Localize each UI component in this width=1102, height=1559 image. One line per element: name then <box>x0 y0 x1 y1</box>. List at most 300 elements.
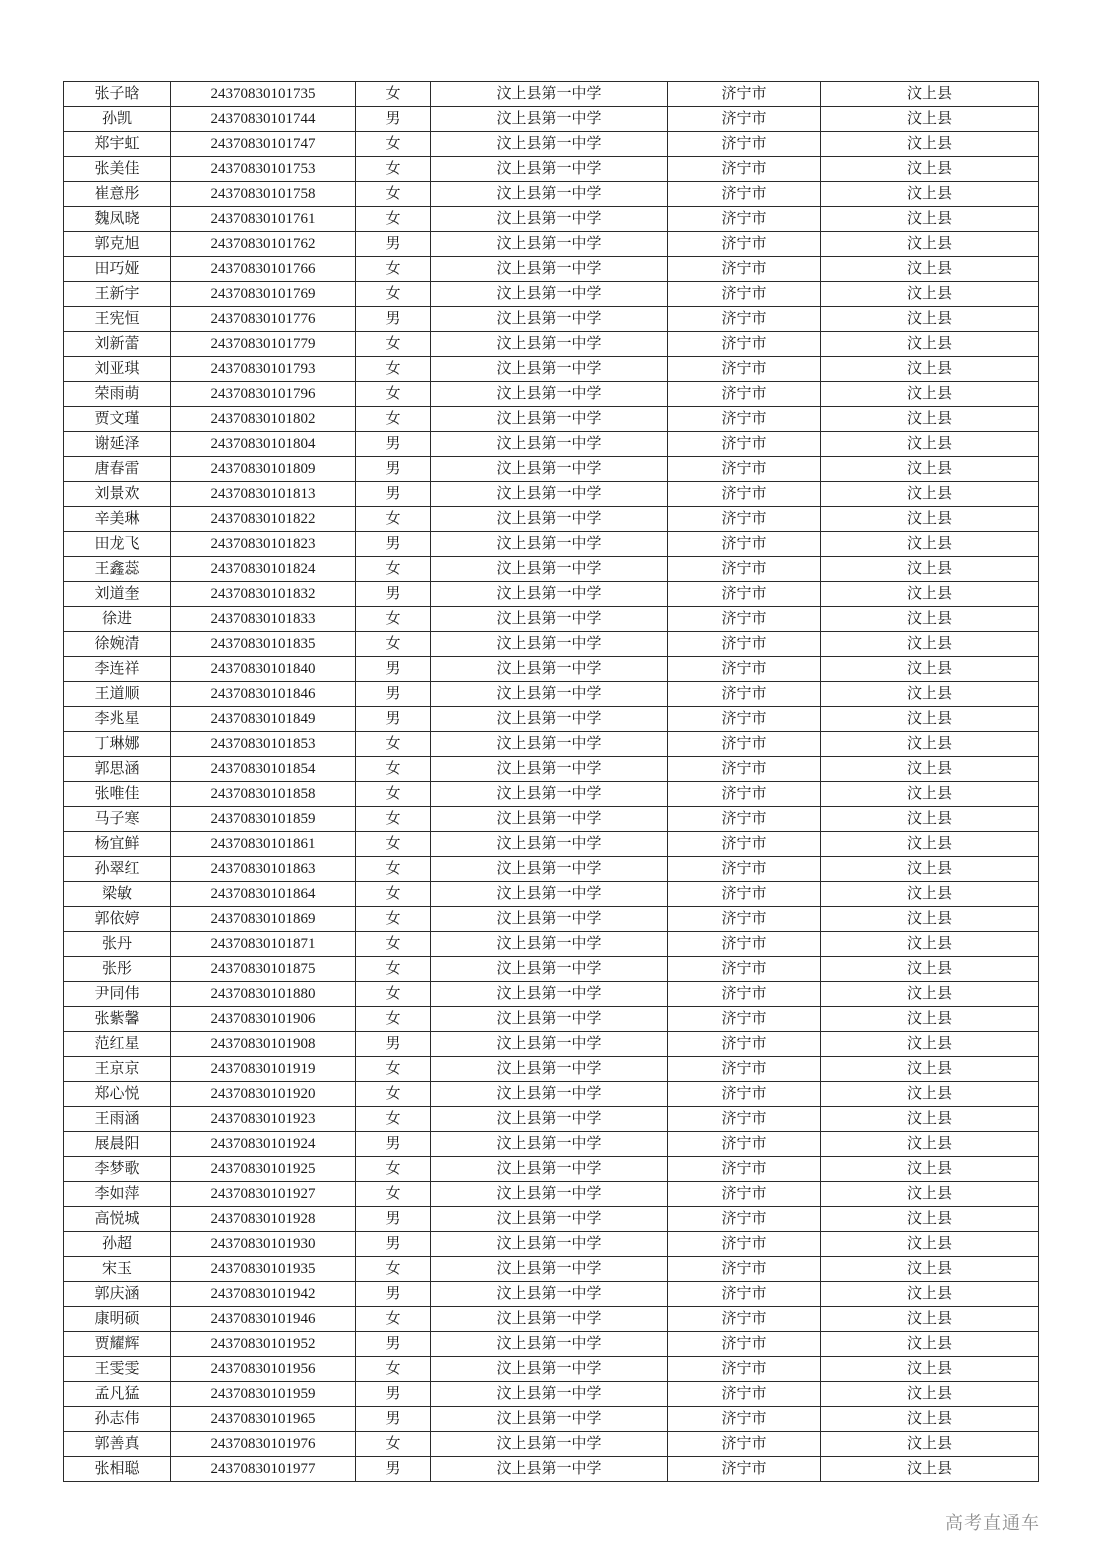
cell-county: 汶上县 <box>821 707 1039 732</box>
table-row <box>64 1057 1039 1082</box>
table-row <box>64 432 1039 457</box>
cell-school: 汶上县第一中学 <box>431 132 668 157</box>
cell-gender: 女 <box>356 332 431 357</box>
cell-county: 汶上县 <box>821 1282 1039 1307</box>
cell-school: 汶上县第一中学 <box>431 582 668 607</box>
cell-county: 汶上县 <box>821 582 1039 607</box>
cell-id: 24370830101864 <box>171 882 356 907</box>
cell-school: 汶上县第一中学 <box>431 357 668 382</box>
cell-id: 24370830101871 <box>171 932 356 957</box>
cell-city: 济宁市 <box>668 1332 821 1357</box>
cell-county: 汶上县 <box>821 657 1039 682</box>
cell-school: 汶上县第一中学 <box>431 1407 668 1432</box>
cell-gender: 女 <box>356 1257 431 1282</box>
cell-name: 李兆星 <box>64 707 171 732</box>
cell-city: 济宁市 <box>668 257 821 282</box>
cell-id: 24370830101809 <box>171 457 356 482</box>
cell-county: 汶上县 <box>821 1407 1039 1432</box>
cell-gender: 女 <box>356 382 431 407</box>
cell-county: 汶上县 <box>821 1207 1039 1232</box>
cell-id: 24370830101854 <box>171 757 356 782</box>
cell-name: 王宪恒 <box>64 307 171 332</box>
cell-school: 汶上县第一中学 <box>431 1057 668 1082</box>
cell-id: 24370830101761 <box>171 207 356 232</box>
cell-county: 汶上县 <box>821 1357 1039 1382</box>
cell-name: 张唯佳 <box>64 782 171 807</box>
cell-id: 24370830101824 <box>171 557 356 582</box>
table-row <box>64 882 1039 907</box>
cell-county: 汶上县 <box>821 1132 1039 1157</box>
cell-school: 汶上县第一中学 <box>431 1457 668 1482</box>
cell-county: 汶上县 <box>821 782 1039 807</box>
cell-gender: 女 <box>356 357 431 382</box>
cell-gender: 男 <box>356 432 431 457</box>
cell-gender: 女 <box>356 407 431 432</box>
table-row <box>64 1132 1039 1157</box>
cell-school: 汶上县第一中学 <box>431 1082 668 1107</box>
cell-city: 济宁市 <box>668 807 821 832</box>
cell-city: 济宁市 <box>668 1182 821 1207</box>
cell-name: 魏凤晓 <box>64 207 171 232</box>
table-row <box>64 582 1039 607</box>
cell-id: 24370830101833 <box>171 607 356 632</box>
table-row <box>64 1032 1039 1057</box>
cell-gender: 男 <box>356 457 431 482</box>
cell-county: 汶上县 <box>821 1007 1039 1032</box>
table-row <box>64 757 1039 782</box>
cell-id: 24370830101935 <box>171 1257 356 1282</box>
cell-county: 汶上县 <box>821 1257 1039 1282</box>
cell-gender: 女 <box>356 1357 431 1382</box>
cell-name: 张丹 <box>64 932 171 957</box>
table-row <box>64 807 1039 832</box>
cell-name: 王雯雯 <box>64 1357 171 1382</box>
cell-id: 24370830101846 <box>171 682 356 707</box>
cell-city: 济宁市 <box>668 532 821 557</box>
cell-county: 汶上县 <box>821 632 1039 657</box>
cell-city: 济宁市 <box>668 582 821 607</box>
cell-county: 汶上县 <box>821 982 1039 1007</box>
cell-name: 贾文瑾 <box>64 407 171 432</box>
cell-gender: 男 <box>356 1457 431 1482</box>
cell-county: 汶上县 <box>821 232 1039 257</box>
cell-name: 荣雨萌 <box>64 382 171 407</box>
cell-city: 济宁市 <box>668 207 821 232</box>
cell-name: 高悦城 <box>64 1207 171 1232</box>
cell-id: 24370830101804 <box>171 432 356 457</box>
cell-county: 汶上县 <box>821 557 1039 582</box>
cell-gender: 男 <box>356 582 431 607</box>
student-table <box>63 81 1039 1482</box>
cell-city: 济宁市 <box>668 1382 821 1407</box>
table-row <box>64 482 1039 507</box>
cell-name: 崔意彤 <box>64 182 171 207</box>
cell-id: 24370830101959 <box>171 1382 356 1407</box>
table-row <box>64 1182 1039 1207</box>
cell-name: 范红星 <box>64 1032 171 1057</box>
cell-city: 济宁市 <box>668 282 821 307</box>
cell-school: 汶上县第一中学 <box>431 607 668 632</box>
cell-school: 汶上县第一中学 <box>431 932 668 957</box>
cell-county: 汶上县 <box>821 807 1039 832</box>
table-row <box>64 857 1039 882</box>
cell-gender: 女 <box>356 932 431 957</box>
cell-city: 济宁市 <box>668 1207 821 1232</box>
cell-gender: 男 <box>356 482 431 507</box>
cell-school: 汶上县第一中学 <box>431 707 668 732</box>
cell-city: 济宁市 <box>668 382 821 407</box>
table-row <box>64 932 1039 957</box>
table-row <box>64 407 1039 432</box>
cell-school: 汶上县第一中学 <box>431 407 668 432</box>
cell-county: 汶上县 <box>821 857 1039 882</box>
cell-city: 济宁市 <box>668 457 821 482</box>
cell-id: 24370830101758 <box>171 182 356 207</box>
cell-gender: 男 <box>356 107 431 132</box>
cell-county: 汶上县 <box>821 907 1039 932</box>
cell-name: 李如萍 <box>64 1182 171 1207</box>
cell-school: 汶上县第一中学 <box>431 1157 668 1182</box>
cell-school: 汶上县第一中学 <box>431 382 668 407</box>
cell-county: 汶上县 <box>821 332 1039 357</box>
cell-school: 汶上县第一中学 <box>431 1357 668 1382</box>
cell-school: 汶上县第一中学 <box>431 107 668 132</box>
cell-county: 汶上县 <box>821 432 1039 457</box>
cell-name: 王鑫蕊 <box>64 557 171 582</box>
cell-county: 汶上县 <box>821 1107 1039 1132</box>
table-row <box>64 82 1039 107</box>
cell-school: 汶上县第一中学 <box>431 632 668 657</box>
cell-gender: 男 <box>356 1132 431 1157</box>
cell-id: 24370830101858 <box>171 782 356 807</box>
cell-name: 郭思涵 <box>64 757 171 782</box>
cell-gender: 女 <box>356 732 431 757</box>
cell-id: 24370830101849 <box>171 707 356 732</box>
cell-name: 徐进 <box>64 607 171 632</box>
cell-city: 济宁市 <box>668 1032 821 1057</box>
cell-id: 24370830101735 <box>171 82 356 107</box>
cell-id: 24370830101927 <box>171 1182 356 1207</box>
cell-name: 李梦歌 <box>64 1157 171 1182</box>
cell-city: 济宁市 <box>668 1257 821 1282</box>
cell-name: 梁敏 <box>64 882 171 907</box>
cell-gender: 女 <box>356 857 431 882</box>
cell-school: 汶上县第一中学 <box>431 782 668 807</box>
cell-name: 郑心悦 <box>64 1082 171 1107</box>
table-row <box>64 782 1039 807</box>
table-row <box>64 1082 1039 1107</box>
cell-city: 济宁市 <box>668 832 821 857</box>
cell-school: 汶上县第一中学 <box>431 257 668 282</box>
cell-city: 济宁市 <box>668 1007 821 1032</box>
cell-name: 王道顺 <box>64 682 171 707</box>
cell-name: 王京京 <box>64 1057 171 1082</box>
cell-county: 汶上县 <box>821 1082 1039 1107</box>
cell-county: 汶上县 <box>821 1382 1039 1407</box>
table-row <box>64 557 1039 582</box>
cell-county: 汶上县 <box>821 1057 1039 1082</box>
cell-school: 汶上县第一中学 <box>431 1182 668 1207</box>
cell-school: 汶上县第一中学 <box>431 157 668 182</box>
cell-id: 24370830101769 <box>171 282 356 307</box>
cell-id: 24370830101796 <box>171 382 356 407</box>
cell-gender: 女 <box>356 1107 431 1132</box>
cell-city: 济宁市 <box>668 557 821 582</box>
cell-name: 王新宇 <box>64 282 171 307</box>
cell-county: 汶上县 <box>821 682 1039 707</box>
cell-name: 康明硕 <box>64 1307 171 1332</box>
cell-name: 郭依婷 <box>64 907 171 932</box>
cell-id: 24370830101906 <box>171 1007 356 1032</box>
cell-city: 济宁市 <box>668 332 821 357</box>
cell-name: 杨宜鲜 <box>64 832 171 857</box>
cell-gender: 女 <box>356 207 431 232</box>
cell-city: 济宁市 <box>668 1432 821 1457</box>
cell-city: 济宁市 <box>668 1082 821 1107</box>
table-row <box>64 207 1039 232</box>
table-row <box>64 707 1039 732</box>
table-row <box>64 357 1039 382</box>
cell-id: 24370830101965 <box>171 1407 356 1432</box>
cell-id: 24370830101793 <box>171 357 356 382</box>
cell-school: 汶上县第一中学 <box>431 332 668 357</box>
cell-gender: 女 <box>356 1082 431 1107</box>
watermark-text: 高考直通车 <box>945 1513 1040 1533</box>
cell-gender: 女 <box>356 957 431 982</box>
cell-name: 徐婉清 <box>64 632 171 657</box>
cell-city: 济宁市 <box>668 232 821 257</box>
cell-city: 济宁市 <box>668 132 821 157</box>
cell-id: 24370830101832 <box>171 582 356 607</box>
cell-name: 刘新蕾 <box>64 332 171 357</box>
cell-school: 汶上县第一中学 <box>431 182 668 207</box>
cell-id: 24370830101923 <box>171 1107 356 1132</box>
cell-name: 李连祥 <box>64 657 171 682</box>
cell-name: 刘亚琪 <box>64 357 171 382</box>
cell-city: 济宁市 <box>668 782 821 807</box>
cell-county: 汶上县 <box>821 482 1039 507</box>
cell-city: 济宁市 <box>668 882 821 907</box>
cell-city: 济宁市 <box>668 1132 821 1157</box>
cell-city: 济宁市 <box>668 757 821 782</box>
cell-city: 济宁市 <box>668 1107 821 1132</box>
cell-county: 汶上县 <box>821 882 1039 907</box>
cell-gender: 女 <box>356 1432 431 1457</box>
cell-gender: 女 <box>356 757 431 782</box>
table-row <box>64 732 1039 757</box>
cell-name: 张子晗 <box>64 82 171 107</box>
cell-county: 汶上县 <box>821 282 1039 307</box>
cell-id: 24370830101776 <box>171 307 356 332</box>
cell-county: 汶上县 <box>821 257 1039 282</box>
cell-school: 汶上县第一中学 <box>431 1282 668 1307</box>
cell-county: 汶上县 <box>821 107 1039 132</box>
table-row <box>64 132 1039 157</box>
cell-id: 24370830101942 <box>171 1282 356 1307</box>
cell-name: 谢延泽 <box>64 432 171 457</box>
cell-school: 汶上县第一中学 <box>431 682 668 707</box>
cell-gender: 女 <box>356 282 431 307</box>
cell-school: 汶上县第一中学 <box>431 532 668 557</box>
cell-school: 汶上县第一中学 <box>431 1107 668 1132</box>
cell-id: 24370830101744 <box>171 107 356 132</box>
cell-gender: 女 <box>356 907 431 932</box>
table-row <box>64 282 1039 307</box>
cell-name: 展晨阳 <box>64 1132 171 1157</box>
cell-id: 24370830101976 <box>171 1432 356 1457</box>
cell-county: 汶上县 <box>821 407 1039 432</box>
cell-gender: 女 <box>356 982 431 1007</box>
table-row <box>64 307 1039 332</box>
cell-name: 田巧娅 <box>64 257 171 282</box>
table-row <box>64 1007 1039 1032</box>
cell-city: 济宁市 <box>668 482 821 507</box>
cell-school: 汶上县第一中学 <box>431 1307 668 1332</box>
cell-school: 汶上县第一中学 <box>431 757 668 782</box>
cell-school: 汶上县第一中学 <box>431 1432 668 1457</box>
cell-school: 汶上县第一中学 <box>431 457 668 482</box>
cell-school: 汶上县第一中学 <box>431 282 668 307</box>
cell-gender: 女 <box>356 507 431 532</box>
cell-school: 汶上县第一中学 <box>431 1257 668 1282</box>
cell-school: 汶上县第一中学 <box>431 1132 668 1157</box>
table-row <box>64 1282 1039 1307</box>
cell-county: 汶上县 <box>821 1432 1039 1457</box>
cell-city: 济宁市 <box>668 607 821 632</box>
cell-gender: 男 <box>356 1032 431 1057</box>
cell-gender: 女 <box>356 557 431 582</box>
cell-name: 郭庆涵 <box>64 1282 171 1307</box>
cell-gender: 男 <box>356 1382 431 1407</box>
table-row <box>64 907 1039 932</box>
cell-gender: 男 <box>356 1332 431 1357</box>
cell-city: 济宁市 <box>668 307 821 332</box>
cell-county: 汶上县 <box>821 507 1039 532</box>
cell-gender: 女 <box>356 257 431 282</box>
cell-name: 张紫馨 <box>64 1007 171 1032</box>
cell-city: 济宁市 <box>668 932 821 957</box>
cell-name: 丁琳娜 <box>64 732 171 757</box>
cell-id: 24370830101863 <box>171 857 356 882</box>
cell-city: 济宁市 <box>668 407 821 432</box>
cell-gender: 女 <box>356 807 431 832</box>
cell-gender: 女 <box>356 1007 431 1032</box>
cell-id: 24370830101779 <box>171 332 356 357</box>
cell-gender: 女 <box>356 782 431 807</box>
table-row <box>64 1257 1039 1282</box>
table-row <box>64 1307 1039 1332</box>
cell-county: 汶上县 <box>821 457 1039 482</box>
cell-id: 24370830101924 <box>171 1132 356 1157</box>
cell-id: 24370830101802 <box>171 407 356 432</box>
table-row <box>64 1157 1039 1182</box>
cell-city: 济宁市 <box>668 107 821 132</box>
cell-gender: 女 <box>356 157 431 182</box>
cell-county: 汶上县 <box>821 207 1039 232</box>
cell-id: 24370830101840 <box>171 657 356 682</box>
cell-gender: 女 <box>356 607 431 632</box>
cell-id: 24370830101875 <box>171 957 356 982</box>
cell-name: 郑宇虹 <box>64 132 171 157</box>
cell-id: 24370830101861 <box>171 832 356 857</box>
cell-city: 济宁市 <box>668 982 821 1007</box>
cell-city: 济宁市 <box>668 357 821 382</box>
cell-gender: 男 <box>356 1407 431 1432</box>
table-row <box>64 832 1039 857</box>
cell-county: 汶上县 <box>821 357 1039 382</box>
cell-name: 田龙飞 <box>64 532 171 557</box>
table-row <box>64 507 1039 532</box>
cell-gender: 男 <box>356 232 431 257</box>
cell-gender: 女 <box>356 1307 431 1332</box>
cell-id: 24370830101823 <box>171 532 356 557</box>
cell-gender: 男 <box>356 532 431 557</box>
table-row <box>64 957 1039 982</box>
cell-id: 24370830101859 <box>171 807 356 832</box>
cell-id: 24370830101766 <box>171 257 356 282</box>
cell-id: 24370830101928 <box>171 1207 356 1232</box>
cell-city: 济宁市 <box>668 907 821 932</box>
table-row <box>64 982 1039 1007</box>
table-row <box>64 1207 1039 1232</box>
cell-id: 24370830101880 <box>171 982 356 1007</box>
table-row <box>64 1382 1039 1407</box>
table-row <box>64 657 1039 682</box>
cell-name: 宋玉 <box>64 1257 171 1282</box>
cell-gender: 女 <box>356 132 431 157</box>
cell-city: 济宁市 <box>668 1282 821 1307</box>
cell-school: 汶上县第一中学 <box>431 1382 668 1407</box>
cell-school: 汶上县第一中学 <box>431 1207 668 1232</box>
cell-county: 汶上县 <box>821 1307 1039 1332</box>
cell-id: 24370830101753 <box>171 157 356 182</box>
table-row <box>64 1432 1039 1457</box>
cell-name: 孙翠红 <box>64 857 171 882</box>
cell-gender: 女 <box>356 632 431 657</box>
cell-city: 济宁市 <box>668 632 821 657</box>
cell-name: 唐春雷 <box>64 457 171 482</box>
cell-city: 济宁市 <box>668 707 821 732</box>
cell-name: 马子寒 <box>64 807 171 832</box>
cell-gender: 男 <box>356 307 431 332</box>
cell-school: 汶上县第一中学 <box>431 957 668 982</box>
cell-id: 24370830101853 <box>171 732 356 757</box>
cell-school: 汶上县第一中学 <box>431 207 668 232</box>
cell-county: 汶上县 <box>821 307 1039 332</box>
cell-name: 郭善真 <box>64 1432 171 1457</box>
cell-school: 汶上县第一中学 <box>431 1007 668 1032</box>
cell-name: 张美佳 <box>64 157 171 182</box>
cell-school: 汶上县第一中学 <box>431 482 668 507</box>
cell-id: 24370830101930 <box>171 1232 356 1257</box>
table-row <box>64 1107 1039 1132</box>
cell-city: 济宁市 <box>668 182 821 207</box>
cell-school: 汶上县第一中学 <box>431 807 668 832</box>
cell-name: 刘道奎 <box>64 582 171 607</box>
cell-id: 24370830101920 <box>171 1082 356 1107</box>
cell-city: 济宁市 <box>668 1357 821 1382</box>
cell-name: 郭克旭 <box>64 232 171 257</box>
cell-school: 汶上县第一中学 <box>431 657 668 682</box>
cell-school: 汶上县第一中学 <box>431 507 668 532</box>
cell-name: 尹同伟 <box>64 982 171 1007</box>
cell-gender: 男 <box>356 1207 431 1232</box>
student-table-body <box>64 82 1039 1482</box>
cell-id: 24370830101813 <box>171 482 356 507</box>
cell-county: 汶上县 <box>821 832 1039 857</box>
cell-county: 汶上县 <box>821 757 1039 782</box>
cell-county: 汶上县 <box>821 532 1039 557</box>
